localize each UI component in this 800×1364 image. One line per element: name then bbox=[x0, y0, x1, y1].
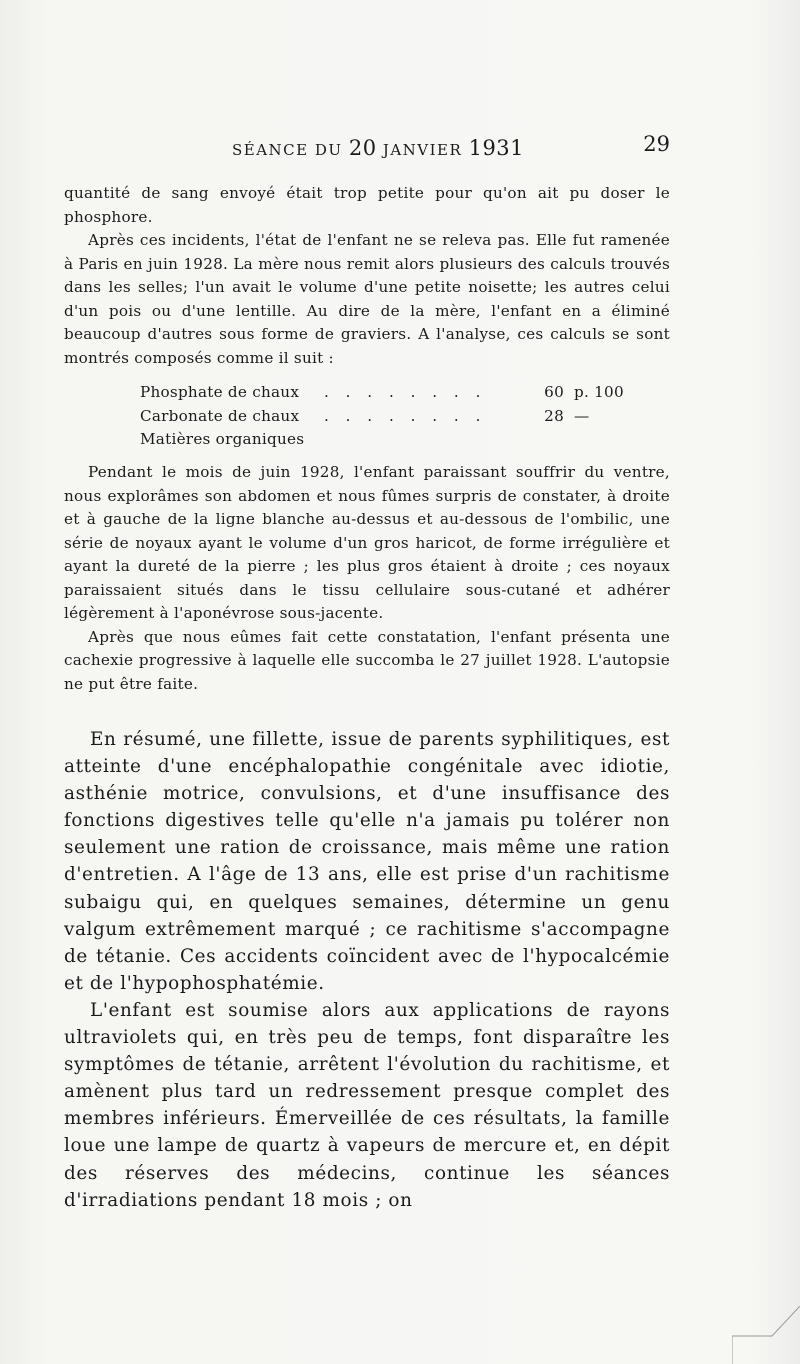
composition-row bbox=[140, 428, 664, 452]
composition-label: Phosphate de chaux bbox=[140, 383, 300, 401]
paragraph-cachexie: Après que nous eûmes fait cette constatation, l'enfant présenta une cachexie progressive à laquelle elle succomba le 27 juillet 1928. L'autopsie ne put être faite. bbox=[64, 627, 670, 693]
composition-value: 60 bbox=[544, 383, 564, 401]
running-title bbox=[232, 136, 524, 160]
page-number: 29 bbox=[643, 132, 670, 156]
composition-row bbox=[140, 405, 664, 429]
composition-label: Carbonate de chaux bbox=[140, 406, 300, 425]
leader-dots: . . . . . . . . bbox=[324, 383, 487, 401]
running-title-day: 20 bbox=[348, 136, 377, 160]
page-corner-mark bbox=[732, 1306, 800, 1364]
composition-value: 28 bbox=[544, 406, 564, 425]
paragraph-calculs: Après ces incidents, l'état de l'enfant ne se releva pas. Elle fut ramenée à Paris en juin 1928. La mère nous remit alors plusieurs des calculs trouvés dans les selles; l'un avait le volume d'une petite noisette; les autres celui d'un pois ou d'une lentille. Au dire de la mère, l'enfant en a éliminé beaucoup d'autres sous forme de graviers. A l'analyse, ces calculs se sont montrés composés comme il suit : bbox=[64, 231, 670, 367]
composition-value bbox=[514, 428, 564, 452]
running-head bbox=[64, 128, 670, 168]
composition-label: Matières organiques bbox=[140, 430, 305, 448]
paragraph-continuation: quantité de sang envoyé était trop petite pour qu'on ait pu doser le phosphore. bbox=[64, 184, 670, 226]
paragraph-resume: En résumé, une fillette, issue de parents syphilitiques, est atteinte d'une encéphalopathie congénitale avec idiotie, asthénie motrice, convulsions, et d'une insuffisance des fonctions digestives telle qu'elle n'a jamais pu tolérer non seulement une ration de croissance, mais même une ration d'entretien. A l'âge de 13 ans, elle est prise d'un rachitisme subaigu qui, en quelques semaines, détermine un genu valgum extrêmement marqué ; ce rachitisme s'accompagne de tétanie. Ces accidents coïncident avec de l'hypocalcémie et de l'hypophosphatémie. bbox=[64, 729, 670, 994]
composition-unit bbox=[564, 428, 664, 452]
text-block-upper bbox=[64, 182, 670, 370]
running-title-month: JANVIER bbox=[376, 141, 469, 159]
paragraph-abdomen: Pendant le mois de juin 1928, l'enfant paraissant souffrir du ventre, nous explorâmes son abdomen et nous fûmes surpris de constater, à droite et à gauche de la ligne blanche au-dessus et au-dessous de l'ombilic, une série de noyaux ayant le volume d'un gros haricot, de forme irrégulière et ayant la dureté de la pierre ; les plus gros étaient à droite ; ces noyaux paraissaient situés dans le tissu cellulaire sous-cutané et adhérer légèrement à l'aponévrose sous-jacente. bbox=[64, 463, 670, 622]
leader-dots bbox=[324, 428, 514, 452]
composition-unit: p. 100 bbox=[574, 383, 624, 401]
text-block-middle bbox=[64, 461, 670, 696]
leader-dots: . . . . . . . . bbox=[324, 406, 487, 425]
running-title-prefix: SÉANCE DU bbox=[232, 141, 349, 159]
composition-unit: — bbox=[574, 406, 590, 425]
running-title-year: 1931 bbox=[468, 136, 525, 160]
paragraph-traitement: L'enfant est soumise alors aux applications de rayons ultraviolets qui, en très peu de temps, font disparaître les symptômes de tétanie, arrêtent l'évolution du rachitisme, et amènent plus tard un redressement presque complet des membres inférieurs. Émerveillée de ces résultats, la famille loue une lampe de quartz à vapeurs de mercure et, en dépit des réserves des médecins, continue les séances d'irradiations pendant 18 mois ; on bbox=[64, 999, 670, 1211]
composition-table bbox=[140, 381, 664, 452]
composition-row bbox=[140, 381, 664, 405]
text-block-summary bbox=[64, 726, 670, 1214]
